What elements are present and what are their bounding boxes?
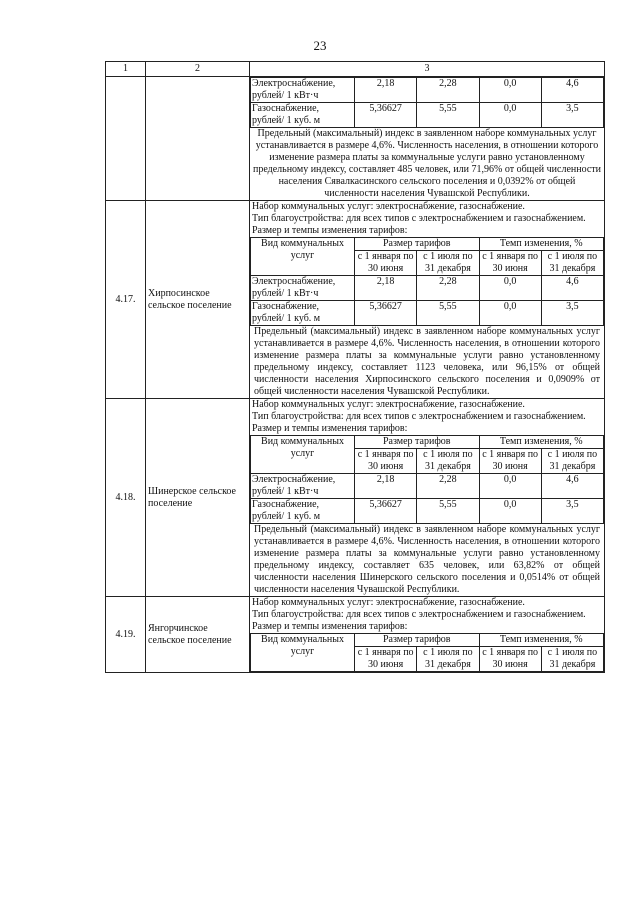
service-label: Электроснабжение, рублей/ 1 кВт·ч <box>251 276 355 301</box>
value-cell: 0,0 <box>479 474 541 499</box>
period-header: с 1 января по 30 июня <box>479 251 541 276</box>
settlement-name: Шинерское сельское поселение <box>146 399 250 597</box>
table-row <box>106 77 605 201</box>
header-row <box>106 62 605 77</box>
value-cell: 3,5 <box>541 103 603 128</box>
period-header: с 1 января по 30 июня <box>355 647 417 672</box>
services-set-text: Набор коммунальных услуг: электроснабжение, газоснабжение. <box>252 597 525 608</box>
table-row <box>106 399 605 597</box>
value-cell: 5,36627 <box>355 499 417 524</box>
page-number: 23 <box>313 38 327 53</box>
period-header: с 1 июля по 31 декабря <box>417 449 479 474</box>
service-label: Газоснабжение, рублей/ 1 куб. м <box>251 301 355 326</box>
period-header: с 1 января по 30 июня <box>479 647 541 672</box>
change-rate-header: Темп изменения, % <box>479 634 604 647</box>
gas-row <box>251 499 604 524</box>
period-header: с 1 января по 30 июня <box>355 251 417 276</box>
value-cell: 0,0 <box>479 499 541 524</box>
value-cell: 5,55 <box>417 499 479 524</box>
service-label: Электроснабжение, рублей/ 1 кВт·ч <box>251 78 355 103</box>
tariff-subtable <box>250 237 604 326</box>
tariffs-title: Размер и темпы изменения тарифов: <box>252 621 408 632</box>
value-cell: 5,55 <box>417 301 479 326</box>
row-number <box>106 77 146 201</box>
tariff-table <box>105 61 605 673</box>
table-row <box>106 597 605 673</box>
services-set-text: Набор коммунальных услуг: электроснабжение, газоснабжение. <box>252 201 525 212</box>
change-rate-header: Темп изменения, % <box>479 436 604 449</box>
period-header: с 1 июля по 31 декабря <box>417 647 479 672</box>
value-cell: 2,18 <box>355 276 417 301</box>
header-cell-3: 3 <box>250 62 605 77</box>
tariff-subtable <box>250 435 604 524</box>
value-cell: 2,18 <box>355 474 417 499</box>
value-cell: 0,0 <box>479 103 541 128</box>
tariffs-title: Размер и темпы изменения тарифов: <box>252 225 408 236</box>
electric-row <box>251 78 604 103</box>
header-cell-1: 1 <box>106 62 146 77</box>
services-set-text: Набор коммунальных услуг: электроснабжение, газоснабжение. <box>252 399 525 410</box>
row-number: 4.19. <box>106 597 146 673</box>
value-cell: 2,18 <box>355 78 417 103</box>
tariffs-title: Размер и темпы изменения тарифов: <box>252 423 408 434</box>
period-header: с 1 июля по 31 декабря <box>541 449 603 474</box>
value-cell: 5,55 <box>417 103 479 128</box>
value-cell: 3,5 <box>541 301 603 326</box>
period-header: с 1 января по 30 июня <box>479 449 541 474</box>
value-cell: 3,5 <box>541 499 603 524</box>
kind-header: Вид коммунальных услуг <box>251 436 355 474</box>
index-text: Предельный (максимальный) индекс в заявленном наборе коммунальных услуг устанавливается в размере 4,6%. Численность населения, в отношении которого изменение размера платы за коммунальные услуги равно установленному предельному индексу, составляет 485 человек, или 71,96% от общей численности населения Сявалкасинского сельского поселения и 0,0392% от общей численности населения Чувашской Республики. <box>252 128 602 199</box>
value-cell: 5,36627 <box>355 103 417 128</box>
service-label: Газоснабжение, рублей/ 1 куб. м <box>251 103 355 128</box>
row-number: 4.18. <box>106 399 146 597</box>
settlement-name <box>146 77 250 201</box>
value-cell: 2,28 <box>417 474 479 499</box>
gas-row <box>251 103 604 128</box>
index-text: Предельный (максимальный) индекс в заявленном наборе коммунальных услуг устанавливается в размере 4,6%. Численность населения, в отношении которого изменение размера платы за коммунальные услуги равно установленному предельному индексу, составляет 1123 человека, или 96,15% от общей численности населения Хирпосинского сельского поселения и 0,0909% от общей численности населения Чувашской Республики. <box>254 326 600 397</box>
header-cell-2: 2 <box>146 62 250 77</box>
row-number: 4.17. <box>106 201 146 399</box>
tariff-subtable <box>250 77 604 200</box>
gas-row <box>251 301 604 326</box>
value-cell: 2,28 <box>417 78 479 103</box>
value-cell: 0,0 <box>479 78 541 103</box>
electric-row <box>251 474 604 499</box>
value-cell: 0,0 <box>479 301 541 326</box>
period-header: с 1 июля по 31 декабря <box>541 647 603 672</box>
improvement-text: Тип благоустройства: для всех типов с электроснабжением и газоснабжением. <box>252 213 586 224</box>
service-label: Газоснабжение, рублей/ 1 куб. м <box>251 499 355 524</box>
period-header: с 1 июля по 31 декабря <box>541 251 603 276</box>
settlement-name: Хирпосинское сельское поселение <box>146 201 250 399</box>
period-header: с 1 июля по 31 декабря <box>417 251 479 276</box>
tariff-size-header: Размер тарифов <box>355 634 480 647</box>
value-cell: 4,6 <box>541 474 603 499</box>
value-cell: 5,36627 <box>355 301 417 326</box>
kind-header: Вид коммунальных услуг <box>251 634 355 672</box>
service-label: Электроснабжение, рублей/ 1 кВт·ч <box>251 474 355 499</box>
index-text: Предельный (максимальный) индекс в заявленном наборе коммунальных услуг устанавливается в размере 4,6%. Численность населения, в отношении которого изменение размера платы за коммунальные услуги равно установленному предельному индексу, составляет 635 человек, или 63,82% от общей численности населения Шинерского сельского поселения и 0,0514% от общей численности населения Чувашской Республики. <box>254 524 600 595</box>
value-cell: 4,6 <box>541 276 603 301</box>
table-row <box>106 201 605 399</box>
electric-row <box>251 276 604 301</box>
improvement-text: Тип благоустройства: для всех типов с электроснабжением и газоснабжением. <box>252 609 586 620</box>
improvement-text: Тип благоустройства: для всех типов с электроснабжением и газоснабжением. <box>252 411 586 422</box>
settlement-name: Янгорчинское сельское поселение <box>146 597 250 673</box>
tariff-size-header: Размер тарифов <box>355 238 480 251</box>
change-rate-header: Темп изменения, % <box>479 238 604 251</box>
period-header: с 1 января по 30 июня <box>355 449 417 474</box>
kind-header: Вид коммунальных услуг <box>251 238 355 276</box>
value-cell: 0,0 <box>479 276 541 301</box>
tariff-size-header: Размер тарифов <box>355 436 480 449</box>
value-cell: 2,28 <box>417 276 479 301</box>
value-cell: 4,6 <box>541 78 603 103</box>
tariff-subtable <box>250 633 604 672</box>
